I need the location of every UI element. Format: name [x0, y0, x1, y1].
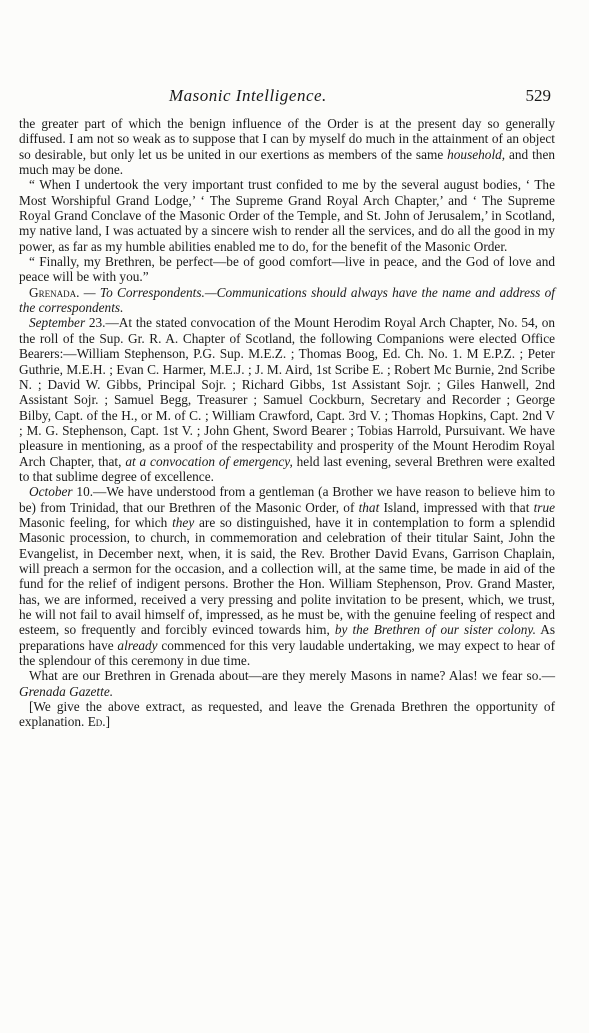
place-name: Grenada.	[29, 284, 80, 300]
text-run: [We give the above extract, as requested, and leave the Grenada Brethren the opportunity of explanation.	[19, 699, 555, 730]
emphasis: that	[358, 499, 380, 515]
emphasis: at a convocation of emergency,	[125, 453, 293, 469]
emphasis: they	[172, 514, 195, 530]
text-run: ]	[105, 714, 111, 730]
emphasis: by the Brethren of our sister colony.	[334, 622, 536, 638]
paragraph-october	[19, 484, 555, 668]
body-text	[19, 116, 555, 730]
text-run: commenced for this very laudable undertaking, we may expect to hear of the splendour of this ceremony in due time.	[19, 637, 555, 669]
paragraph-quote: “ When I undertook the very important trust confided to me by the several august bodies, ‘ The Most Worshipful Grand Lodge,’ ‘ The Supreme Grand Royal Arch Chapter,’ and ‘ The Supreme Royal Grand Conclave of the Masonic Order of the Temple, and St. John of Jerusalem,’ in Scotland, my native land, I was actuated by a sincere wish to render all the services, and do all the good in my power, as far as my humble abilities enabled me to do, for the benefit of the Masonic Order.	[19, 177, 555, 254]
date-label: September	[29, 315, 86, 331]
paragraph-question	[19, 668, 555, 699]
text-run: 10.—We have understood from a gentleman (a Brother we have reason to believe him to be) from Trinidad, that our Brethren of the Masonic Order, of	[19, 484, 555, 515]
text-run: Island, impressed with that	[379, 499, 534, 515]
text-run: and then much may be done.	[19, 146, 555, 178]
emphasis: household,	[447, 146, 506, 162]
emphasis: true	[533, 499, 556, 515]
paragraph-september	[19, 315, 555, 484]
page-number: 529	[525, 86, 551, 105]
paragraph-grenada-heading	[19, 285, 555, 316]
emphasis: already	[117, 637, 158, 653]
text-run: held last evening, several Brethren were exalted to that sublime degree of excellence.	[19, 453, 555, 484]
notice: — To Correspondents.—Communications should always have the name and address of the correspondents.	[19, 284, 555, 316]
running-title: Masonic Intelligence.	[169, 86, 327, 105]
text-run: 23.—At the stated convocation of the Mount Herodim Royal Arch Chapter, No. 54, on the roll of the Sup. Gr. R. A. Chapter of Scotland, the following Companions were elected Office Bearers:—William Stephenson, P.G. Sup. M.E.Z. ; Thomas Boog, Ed. Ch. No. 1. M E.P.Z. ; Peter Guthrie, M.E.H. ; Evan C. Harmer, M.E.J. ; J. M. Aird, 1st Scribe E. ; Robert Mc Burnie, 2nd Scribe N. ; David W. Gibbs, Principal Sojr. ; Richard Gibbs, 1st Assistant Sojr. ; Giles Hanwell, 2nd Assistant Sojr. ; Samuel Begg, Treasurer ; Samuel Cockburn, Secretary and Recorder ; George Bilby, Capt. of the H., or M. of C. ; William Crawford, Capt. 3rd V. ; Thomas Hopkins, Capt. 2nd V ; M. G. Stephenson, Capt. 1st V. ; John Ghent, Sword Bearer ; Tobias Harrold, Pursuivant. We have pleasure in mentioning, as a proof of the respectability and prosperity of the Mount Herodim Royal Arch Chapter, that,	[19, 315, 555, 469]
source-citation: Grenada Gazette.	[19, 683, 114, 699]
editor-mark: Ed.	[87, 714, 106, 730]
text-run: As preparations have	[19, 622, 556, 653]
date-label: October	[29, 484, 73, 500]
text-run: Masonic feeling, for which	[19, 514, 173, 530]
text-run: the greater part of which the benign influence of the Order is at the present day so generally diffused. I am not so weak as to suppose that I can by myself do much in the attainment of an object so desirable, but only let us be united in our exertions as members of the same	[19, 116, 555, 162]
paragraph-quote-close: “ Finally, my Brethren, be perfect—be of good comfort—live in peace, and the God of love and peace will be with you.”	[19, 254, 555, 285]
paragraph-editor-note	[19, 699, 555, 730]
running-head	[19, 86, 555, 110]
paragraph-continuation	[19, 116, 555, 177]
text-run: What are our Brethren in Grenada about—are they merely Masons in name? Alas! we fear so.—	[29, 668, 555, 684]
text-run: are so distinguished, have it in contemplation to form a splendid Masonic procession, to church, in commemoration and celebration of their titular Saint, John the Evangelist, in December next, when, it is said, the Rev. Brother David Evans, Garrison Chaplain, will preach a sermon for the occasion, and a collection will, at the same time, be made in aid of the fund for the relief of indigent persons. Brother the Hon. William Stephenson, Prov. Grand Master, has, we are informed, received a very pressing and polite invitation to be present, which, we trust, he will not fail to avail himself of, impressed, as he must be, with the genuine feeling of respect and esteem, so frequently and forcibly evinced towards him,	[19, 514, 555, 638]
